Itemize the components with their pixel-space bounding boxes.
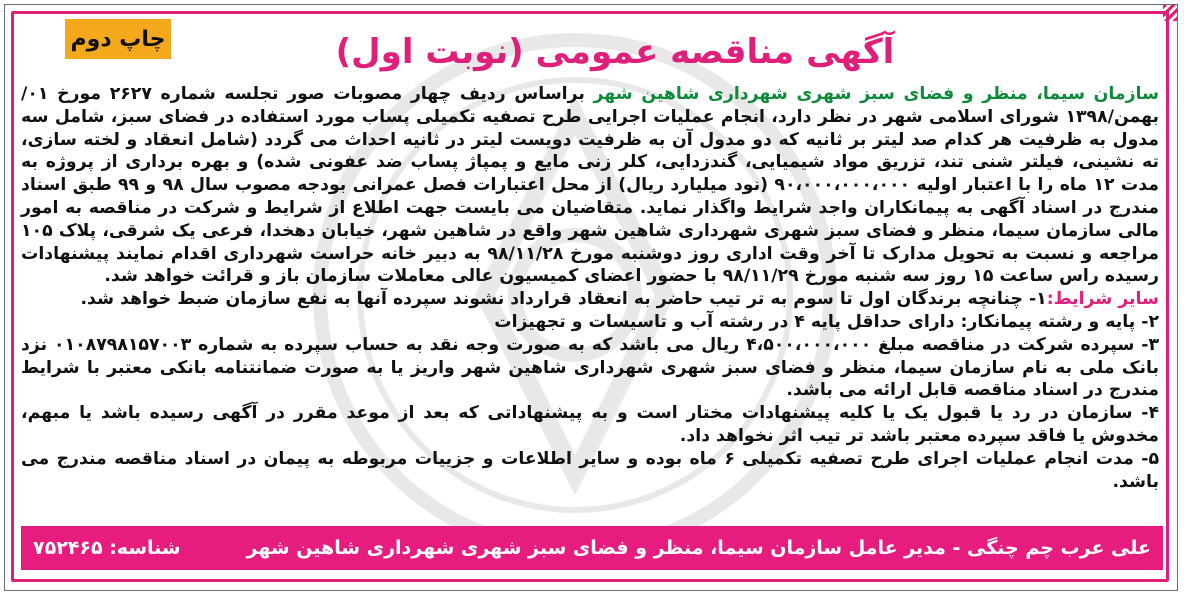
footer-band xyxy=(21,526,1163,570)
print-badge: چاپ دوم xyxy=(65,19,171,59)
condition-text-1: ۱- چنانچه برندگان اول تا سوم به تر تیب حاضر به انعقاد قرارداد نشوند سپرده آنها به نفع سازمان ضبط خواهد شد. xyxy=(80,289,1047,310)
notice-body xyxy=(21,83,1159,493)
condition-item-5: ۵- مدت انجام عملیات اجرای طرح تصفیه تکمیلی ۶ ماه بوده و سایر اطلاعات و جزییات مربوطه به پیمان در اسناد مناقصه مندرج می باشد. xyxy=(21,448,1159,492)
notice-title: آگهی مناقصه عمومی (نوبت اول) xyxy=(335,32,895,72)
intro-text: براساس ردیف چهار مصوبات صور تجلسه شماره ۲۶۲۷ مورخ ۰۱/بهمن/۱۳۹۸ شورای اسلامی شهر در نظر دارد، انجام عملیات اجرایی طرح تصفیه تکمیلی پساب مورد استفاده در فضای سبز، شامل سه مدول به ظرفیت هر کدام صد لیتر بر ثانیه که دو مدول آن به ظرفیت دویست لیتر در ثانیه احداث می گردد (شامل انعقاد و لخته سازی، ته نشینی، فیلتر شنی تند، تزریق مواد شیمیایی، گندزدایی، کلر زنی مایع و پمپاژ پساب ضد عفونی شده) و بهره برداری از پروژه به مدت ۱۲ ماه را با اعتبار اولیه ۹۰،۰۰۰،۰۰۰،۰۰۰ (نود میلیارد ریال) از محل اعتبارات فصل عمرانی بودجه مصوب سال ۹۸ و ۹۹ طبق اسناد مندرج در اسناد آگهی به پیمانکاران واجد شرایط واگذار نماید. متقاضیان می بایست جهت اطلاع از شرایط و شرکت در مناقصه به امور مالی سازمان سیما، منظر و فضای سبز شهری شهرداری شاهین شهر واقع در شاهین شهر، خیابان دهخدا، فرعی یک شرقی، پلاک ۱۰۵ مراجعه و نسبت به تحویل مدارک تا آخر وقت اداری روز دوشنبه مورخ ۹۸/۱۱/۲۸ به دبیر خانه حراست شهرداری اقدام نمایند پیشنهادات رسیده راس ساعت ۱۵ روز سه شنبه مورخ ۹۸/۱۱/۲۹ با حضور اعضای کمیسیون عالی معاملات سازمان باز و قرائت خواهد شد. xyxy=(21,84,1160,287)
conditions-label: سایر شرایط: xyxy=(1046,289,1159,310)
notice-frame xyxy=(4,4,1178,591)
condition-item-4: ۴- سازمان در رد یا قبول یک یا کلیه پیشنهادات مختار است و به پیشنهاداتی که بعد از موعد مقرر در آگهی رسیده باشد یا مبهم، مخدوش یا فاقد سپرده معتبر باشد تر تیب اثر نخواهد داد. xyxy=(21,403,1159,446)
condition-item-2: ۲- پایه و رشته پیمانکار: دارای حداقل پایه ۴ در رشته آب و تاسیسات و تجهیزات xyxy=(494,311,1159,332)
condition-item-1 xyxy=(21,288,1159,311)
notice-code: شناسه: ۷۵۲۴۶۵ xyxy=(33,537,181,559)
signature: علی عرب چم چنگی - مدیر عامل سازمان سیما، منظر و فضای سبز شهری شهرداری شاهین شهر xyxy=(246,537,1151,559)
organization-name: سازمان سیما، منظر و فضای سبز شهری شهرداری شاهین شهر xyxy=(593,84,1159,104)
intro-paragraph xyxy=(21,83,1159,288)
condition-item-3: ۳- سپرده شرکت در مناقصه مبلغ ۴،۵۰۰،۰۰۰،۰۰۰ ریال می باشد که به صورت وجه نقد به حساب سپرده به شماره ۰۱۰۸۷۹۸۱۵۷۰۰۳ نزد بانک ملی به نام سازمان سیما، منظر و فضای سبز شهری شهرداری شاهین شهر واریز یا به صورت ضمانتنامه بانکی معتبر با شرایط مندرج در اسناد مناقصه قابل ارائه می باشد. xyxy=(21,334,1160,401)
